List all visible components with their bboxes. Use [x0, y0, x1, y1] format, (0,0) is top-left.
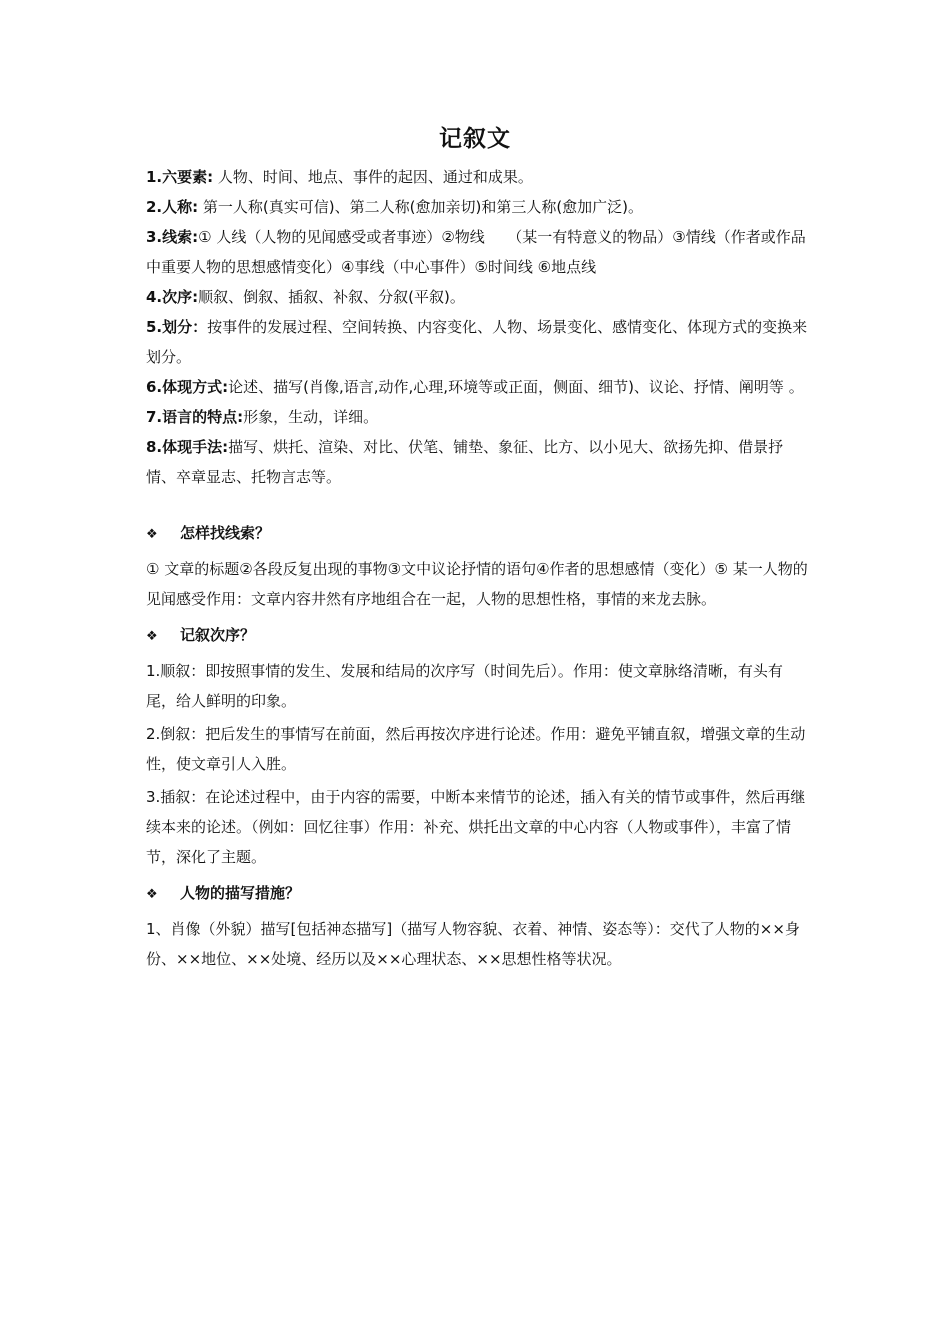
item-text: 第一人称(真实可信)、第二人称(愈加亲切)和第三人称(愈加广泛)。 [198, 198, 644, 216]
spacer [146, 492, 810, 512]
section-heading-portrait [146, 878, 810, 910]
heading-text: 人物的描写措施？ [180, 884, 301, 902]
item-label: 7.语言的特点: [146, 408, 244, 426]
item-label: 2.人称: [146, 198, 199, 216]
item-text: 描写、烘托、渲染、对比、伏笔、铺垫、象征、比方、以小见大、欲扬先抑、借景抒情、卒章显志、托物言志等。 [146, 438, 784, 486]
item-text: ① 人线（人物的见闻感受或者事迹）②物线 （某一有特意义的物品）③情线（作者或作品中重要人物的思想感情变化）④事线（中心事件）⑤时间线 ⑥地点线 [146, 228, 806, 276]
item-text: 形象，生动，详细。 [243, 408, 379, 426]
order-paragraph: 2.倒叙：把后发生的事情写在前面，然后再按次序进行论述。作用：避免平铺直叙，增强文章的生动性，使文章引人入胜。 [146, 725, 806, 773]
item-expression [146, 372, 810, 402]
heading-text: 怎样找线索？ [180, 524, 271, 542]
item-text: 顺叙、倒叙、插叙、补叙、分叙(平叙)。 [198, 288, 465, 306]
document-body [146, 162, 810, 974]
section-heading-order [146, 620, 810, 652]
diamond-bullet-icon: ❖ [146, 629, 158, 644]
order-paragraph: 1.顺叙：即按照事情的发生、发展和结局的次序写（时间先后）。作用：使文章脉络清晰，有头有尾，给人鲜明的印象。 [146, 662, 783, 710]
item-text: 人物、时间、地点、事件的起因、通过和成果。 [213, 168, 533, 186]
diamond-bullet-icon: ❖ [146, 887, 158, 902]
item-text: 论述、描写(肖像,语言,动作,心理,环境等或正面，侧面、细节)、议论、抒情、阐明等 。 [228, 378, 804, 396]
item-label: 3.线索: [146, 228, 199, 246]
item-language [146, 402, 810, 432]
item-elements [146, 162, 810, 192]
item-label: 8.体现手法: [146, 438, 229, 456]
section-text-portrait: 1、肖像（外貌）描写[包括神态描写]（描写人物容貌、衣着、神情、姿态等）：交代了人物的××身份、××地位、××处境、经历以及××心理状态、××思想性格等状况。 [146, 920, 800, 968]
item-label: 4.次序: [146, 288, 199, 306]
item-label: 5.划分： [146, 318, 208, 336]
item-person [146, 192, 810, 222]
item-division [146, 312, 810, 372]
section-heading-clue [146, 518, 810, 550]
item-clue [146, 222, 810, 282]
item-order [146, 282, 810, 312]
section-text-clue: ① 文章的标题②各段反复出现的事物③文中议论抒情的语句④作者的思想感情（变化）⑤ 某一人物的见闻感受作用：文章内容井然有序地组合在一起，人物的思想性格，事情的来龙去脉。 [146, 560, 808, 608]
item-text: 按事件的发展过程、空间转换、内容变化、人物、场景变化、感情变化、体现方式的变换来划分。 [146, 318, 808, 366]
diamond-bullet-icon: ❖ [146, 527, 158, 542]
item-label: 1.六要素: [146, 168, 214, 186]
order-paragraph: 3.插叙：在论述过程中，由于内容的需要，中断本来情节的论述，插入有关的情节或事件，然后再继续本来的论述。（例如：回忆往事）作用：补充、烘托出文章的中心内容（人物或事件），丰富了情节，深化了主题。 [146, 788, 806, 866]
item-technique [146, 432, 810, 492]
heading-text: 记叙次序？ [180, 626, 256, 644]
item-label: 6.体现方式: [146, 378, 229, 396]
document-title: 记叙文 [439, 126, 511, 152]
